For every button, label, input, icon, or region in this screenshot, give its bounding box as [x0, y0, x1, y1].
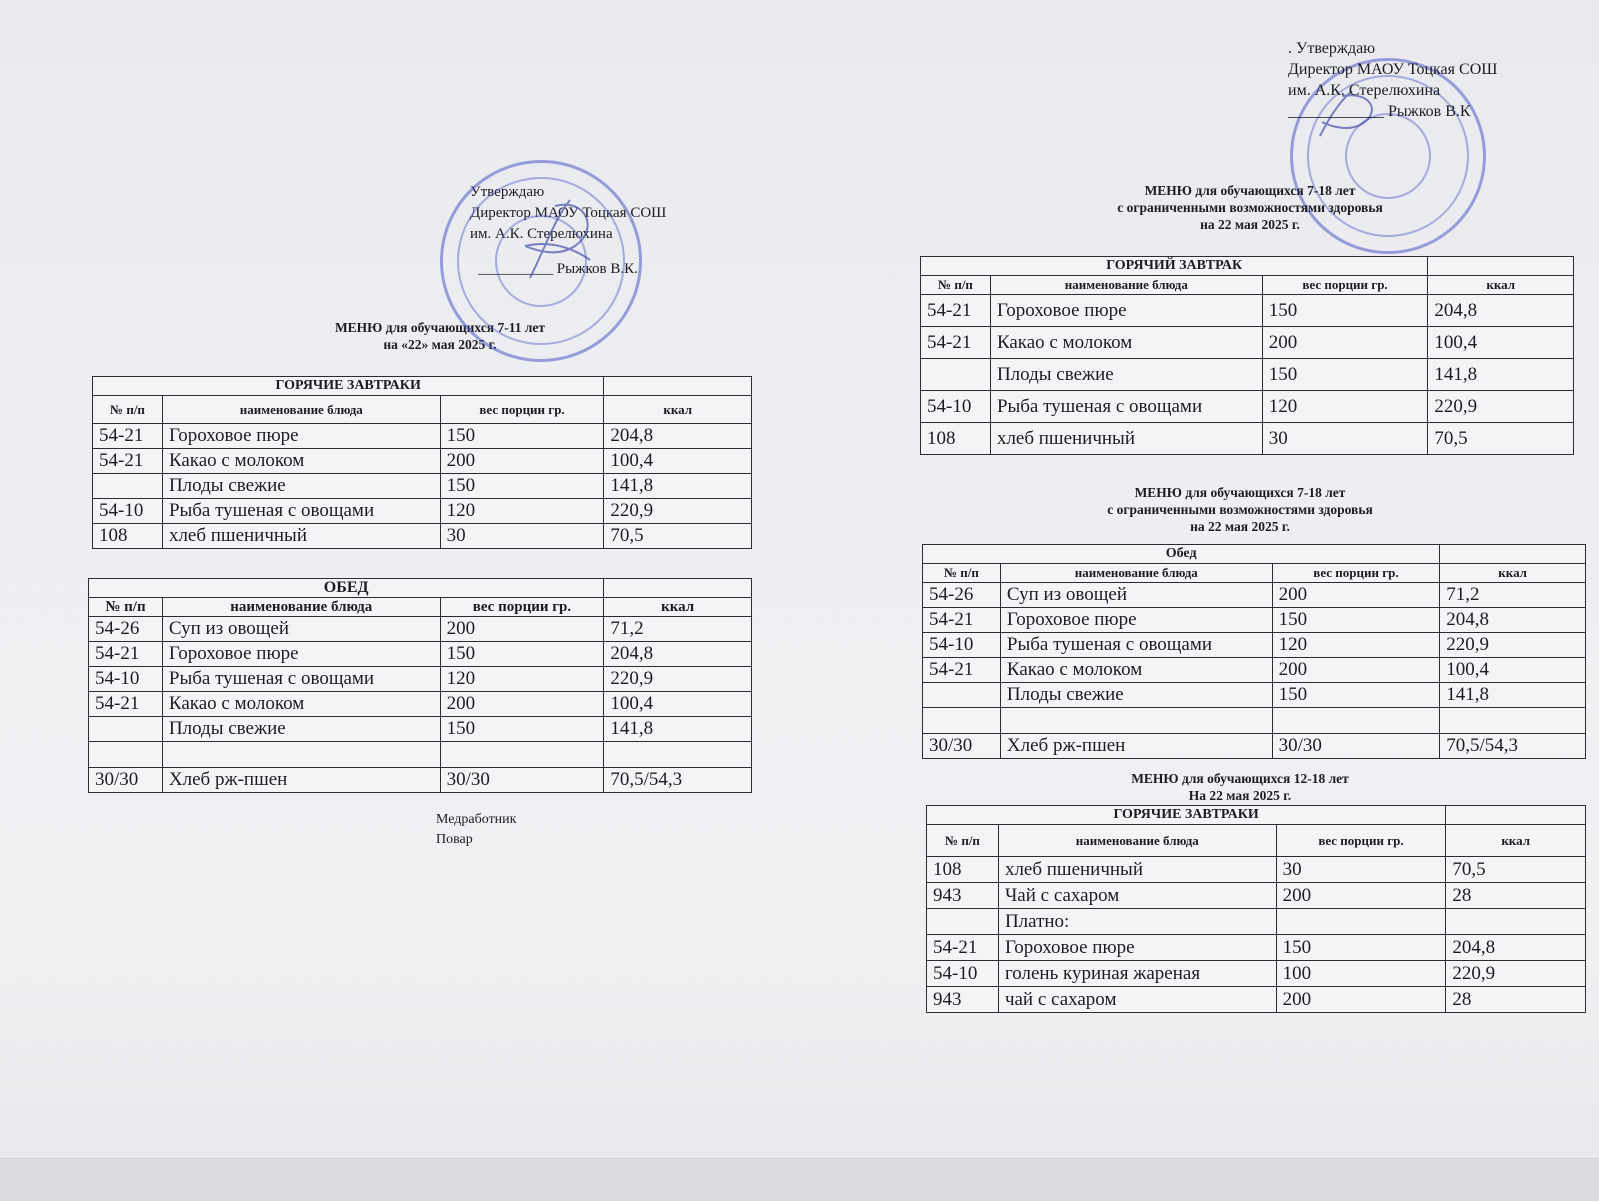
right-menu3-title: [1060, 770, 1420, 804]
cell-dish: [1000, 708, 1272, 734]
cell-weight: 120: [440, 667, 604, 692]
table-row: [921, 359, 1574, 391]
col-header: № п/п: [89, 598, 163, 617]
left-breakfast-table: [92, 376, 752, 549]
table-row: [921, 295, 1574, 327]
col-header: № п/п: [923, 564, 1001, 583]
signature-left: [495, 188, 605, 298]
title-line: МЕНЮ для обучающихся 12-18 лет: [1131, 771, 1349, 786]
cell-code: 54-21: [89, 642, 163, 667]
cell-weight: 150: [440, 717, 604, 742]
cell-weight: 150: [1272, 683, 1440, 708]
cell-code: [923, 708, 1001, 734]
col-header: № п/п: [93, 396, 163, 424]
cell-code: 54-10: [923, 633, 1001, 658]
table-row: [89, 717, 752, 742]
table-caption-empty: [1446, 806, 1586, 825]
cell-weight: 150: [1262, 359, 1428, 391]
cell-weight: [1272, 708, 1440, 734]
title-line: МЕНЮ для обучающихся 7-18 лет: [1134, 485, 1346, 500]
cell-dish: Хлеб рж-пшен: [162, 768, 440, 793]
table-row: [93, 424, 752, 449]
cell-code: [89, 717, 163, 742]
cell-kcal: 100,4: [604, 692, 752, 717]
title-line: на 22 мая 2025 г.: [1200, 217, 1300, 232]
cell-kcal: 204,8: [604, 424, 752, 449]
col-header: наименование блюда: [1000, 564, 1272, 583]
cell-code: 54-21: [921, 295, 991, 327]
cell-code: 54-10: [927, 961, 999, 987]
cell-kcal: [604, 742, 752, 768]
cell-dish: Какао с молоком: [990, 327, 1262, 359]
cell-code: 54-10: [89, 667, 163, 692]
cell-code: 108: [921, 423, 991, 455]
approval-line: им. А.К. Стерелюхина: [470, 226, 613, 242]
table-caption: Обед: [923, 545, 1440, 564]
cell-dish: Рыба тушеная с овощами: [162, 499, 440, 524]
cell-dish: Какао с молоком: [1000, 658, 1272, 683]
cell-code: 54-21: [921, 327, 991, 359]
cell-weight: 120: [440, 499, 604, 524]
col-header: наименование блюда: [998, 825, 1276, 857]
table-row: [923, 658, 1586, 683]
cell-code: 108: [93, 524, 163, 549]
cell-dish: чай с сахаром: [998, 987, 1276, 1013]
cell-code: 30/30: [923, 734, 1001, 759]
cell-code: 30/30: [89, 768, 163, 793]
approval-line: . Утверждаю: [1288, 40, 1376, 57]
col-header: ккал: [1446, 825, 1586, 857]
table-row: [923, 683, 1586, 708]
cell-weight: 120: [1262, 391, 1428, 423]
cell-dish: Платно:: [998, 909, 1276, 935]
col-header: вес порции гр.: [1276, 825, 1446, 857]
cell-dish: Плоды свежие: [990, 359, 1262, 391]
cell-code: 54-21: [93, 424, 163, 449]
cell-code: 54-21: [923, 658, 1001, 683]
table-row: [927, 883, 1586, 909]
table-row: [923, 583, 1586, 608]
cell-weight: [440, 742, 604, 768]
cell-weight: 120: [1272, 633, 1440, 658]
cell-kcal: 141,8: [1440, 683, 1586, 708]
table-row: [927, 909, 1586, 935]
cell-code: 54-26: [89, 617, 163, 642]
cell-dish: Какао с молоком: [162, 692, 440, 717]
cell-code: 54-26: [923, 583, 1001, 608]
table-row: [923, 708, 1586, 734]
cell-dish: Плоды свежие: [1000, 683, 1272, 708]
title-line: МЕНЮ для обучающихся 7-18 лет: [1144, 183, 1356, 198]
title-line: с ограниченными возможностями здоровья: [1107, 502, 1373, 517]
table-row: [927, 935, 1586, 961]
cell-kcal: 71,2: [1440, 583, 1586, 608]
table-row: [93, 474, 752, 499]
cell-kcal: 204,8: [1446, 935, 1586, 961]
cell-weight: 150: [440, 642, 604, 667]
left-lunch-table: [88, 578, 752, 793]
cell-code: 943: [927, 987, 999, 1013]
table-row: [89, 692, 752, 717]
cell-weight: 200: [1276, 987, 1446, 1013]
desk-surface: [0, 1158, 1599, 1201]
cell-kcal: 70,5/54,3: [1440, 734, 1586, 759]
table-row: [93, 524, 752, 549]
table-caption: ГОРЯЧИЕ ЗАВТРАКИ: [927, 806, 1446, 825]
title-line: МЕНЮ для обучающихся 7-11 лет: [334, 320, 546, 335]
table-caption-empty: [604, 579, 752, 598]
col-header: наименование блюда: [162, 396, 440, 424]
table-row: [923, 633, 1586, 658]
table-row: [923, 734, 1586, 759]
cell-dish: Гороховое пюре: [162, 642, 440, 667]
approval-line: Директор МАОУ Тоцкая СОШ: [470, 205, 667, 221]
table-row: [89, 642, 752, 667]
cell-dish: Гороховое пюре: [1000, 608, 1272, 633]
cell-kcal: 28: [1446, 987, 1586, 1013]
cell-weight: 30/30: [1272, 734, 1440, 759]
cell-weight: 30: [1276, 857, 1446, 883]
cell-dish: Гороховое пюре: [162, 424, 440, 449]
cell-dish: хлеб пшеничный: [990, 423, 1262, 455]
cell-weight: 200: [1262, 327, 1428, 359]
col-header: наименование блюда: [162, 598, 440, 617]
cell-weight: 200: [1272, 583, 1440, 608]
table-row: [93, 449, 752, 474]
right-menu1-title: [1050, 182, 1450, 233]
cell-dish: Рыба тушеная с овощами: [990, 391, 1262, 423]
cell-code: [927, 909, 999, 935]
footer-line: Медработник: [436, 812, 517, 827]
approval-line: __________ Рыжков В.К.: [478, 261, 638, 277]
table-row: [923, 608, 1586, 633]
cell-code: [921, 359, 991, 391]
right-12-18-breakfast-table: [926, 805, 1586, 1013]
cell-kcal: 71,2: [604, 617, 752, 642]
cell-code: 54-10: [93, 499, 163, 524]
cell-weight: 150: [1262, 295, 1428, 327]
cell-dish: Рыба тушеная с овощами: [1000, 633, 1272, 658]
right-lunch-table: [922, 544, 1586, 759]
cell-dish: Какао с молоком: [162, 449, 440, 474]
cell-weight: 200: [440, 449, 604, 474]
table-caption-empty: [1440, 545, 1586, 564]
cell-kcal: 220,9: [1446, 961, 1586, 987]
left-footer: [436, 810, 516, 850]
approval-line: им. А.К. Стерелюхина: [1288, 82, 1441, 99]
col-header: вес порции гр.: [1262, 276, 1428, 295]
col-header: ккал: [604, 598, 752, 617]
cell-dish: голень куриная жареная: [998, 961, 1276, 987]
cell-kcal: 70,5: [604, 524, 752, 549]
cell-dish: Плоды свежие: [162, 717, 440, 742]
cell-kcal: [1446, 909, 1586, 935]
table-caption-empty: [604, 377, 752, 396]
cell-code: 54-21: [93, 449, 163, 474]
table-row: [921, 423, 1574, 455]
cell-kcal: 141,8: [604, 717, 752, 742]
cell-code: 54-21: [923, 608, 1001, 633]
cell-dish: Гороховое пюре: [990, 295, 1262, 327]
col-header: вес порции гр.: [1272, 564, 1440, 583]
cell-code: 54-10: [921, 391, 991, 423]
table-row: [921, 327, 1574, 359]
table-row: [89, 768, 752, 793]
cell-kcal: 141,8: [1428, 359, 1574, 391]
title-line: с ограниченными возможностями здоровья: [1117, 200, 1383, 215]
title-line: на «22» мая 2025 г.: [383, 337, 497, 352]
cell-dish: Рыба тушеная с овощами: [162, 667, 440, 692]
cell-code: [923, 683, 1001, 708]
cell-weight: 150: [1276, 935, 1446, 961]
cell-dish: хлеб пшеничный: [998, 857, 1276, 883]
approval-line: Утверждаю: [470, 184, 545, 200]
col-header: вес порции гр.: [440, 598, 604, 617]
table-row: [89, 667, 752, 692]
cell-code: 943: [927, 883, 999, 909]
cell-kcal: 204,8: [1428, 295, 1574, 327]
table-row: [927, 961, 1586, 987]
table-caption: ОБЕД: [89, 579, 604, 598]
cell-dish: [162, 742, 440, 768]
cell-kcal: 204,8: [604, 642, 752, 667]
right-breakfast-table: [920, 256, 1574, 455]
cell-kcal: 220,9: [1428, 391, 1574, 423]
cell-weight: 150: [440, 424, 604, 449]
title-line: На 22 мая 2025 г.: [1188, 788, 1292, 803]
table-row: [927, 857, 1586, 883]
cell-weight: 30: [440, 524, 604, 549]
cell-code: [89, 742, 163, 768]
right-menu2-title: [1040, 484, 1440, 535]
cell-weight: 30/30: [440, 768, 604, 793]
cell-kcal: 220,9: [1440, 633, 1586, 658]
cell-weight: 200: [440, 692, 604, 717]
cell-weight: 30: [1262, 423, 1428, 455]
approval-line: ____________ Рыжков В.К: [1288, 103, 1471, 120]
cell-code: [93, 474, 163, 499]
cell-dish: Хлеб рж-пшен: [1000, 734, 1272, 759]
cell-kcal: 100,4: [1440, 658, 1586, 683]
cell-kcal: 70,5: [1446, 857, 1586, 883]
cell-weight: [1276, 909, 1446, 935]
cell-code: 54-21: [927, 935, 999, 961]
col-header: ккал: [604, 396, 752, 424]
cell-kcal: 70,5/54,3: [604, 768, 752, 793]
right-approval-block: [1288, 38, 1497, 122]
table-row: [921, 391, 1574, 423]
cell-code: 108: [927, 857, 999, 883]
cell-dish: Гороховое пюре: [998, 935, 1276, 961]
cell-weight: 150: [1272, 608, 1440, 633]
footer-line: Повар: [436, 832, 473, 847]
approval-line: Директор МАОУ Тоцкая СОШ: [1288, 61, 1498, 78]
col-header: наименование блюда: [990, 276, 1262, 295]
cell-dish: Суп из овощей: [162, 617, 440, 642]
cell-weight: 100: [1276, 961, 1446, 987]
table-row: [93, 499, 752, 524]
table-row: [89, 617, 752, 642]
cell-kcal: 28: [1446, 883, 1586, 909]
cell-code: 54-21: [89, 692, 163, 717]
cell-kcal: 70,5: [1428, 423, 1574, 455]
col-header: ккал: [1440, 564, 1586, 583]
table-caption-empty: [1428, 257, 1574, 276]
cell-dish: хлеб пшеничный: [162, 524, 440, 549]
table-caption: ГОРЯЧИЙ ЗАВТРАК: [921, 257, 1428, 276]
cell-kcal: 100,4: [1428, 327, 1574, 359]
cell-kcal: 141,8: [604, 474, 752, 499]
cell-weight: 200: [440, 617, 604, 642]
cell-kcal: 100,4: [604, 449, 752, 474]
cell-weight: 200: [1272, 658, 1440, 683]
cell-dish: Чай с сахаром: [998, 883, 1276, 909]
col-header: № п/п: [921, 276, 991, 295]
col-header: вес порции гр.: [440, 396, 604, 424]
cell-dish: Плоды свежие: [162, 474, 440, 499]
col-header: ккал: [1428, 276, 1574, 295]
table-row: [89, 742, 752, 768]
cell-weight: 200: [1276, 883, 1446, 909]
cell-kcal: 204,8: [1440, 608, 1586, 633]
cell-weight: 150: [440, 474, 604, 499]
cell-kcal: [1440, 708, 1586, 734]
table-caption: ГОРЯЧИЕ ЗАВТРАКИ: [93, 377, 604, 396]
cell-kcal: 220,9: [604, 499, 752, 524]
cell-kcal: 220,9: [604, 667, 752, 692]
col-header: № п/п: [927, 825, 999, 857]
table-row: [927, 987, 1586, 1013]
title-line: на 22 мая 2025 г.: [1190, 519, 1290, 534]
cell-dish: Суп из овощей: [1000, 583, 1272, 608]
